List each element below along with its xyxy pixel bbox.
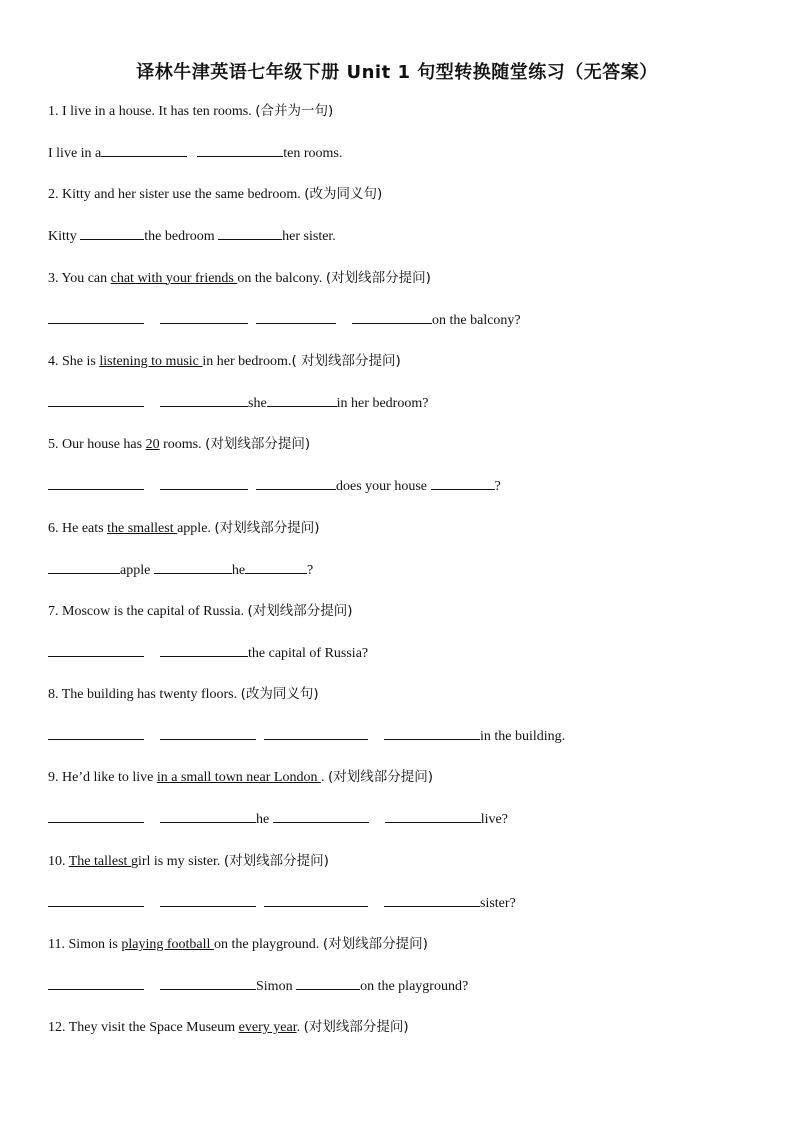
answer-line-10 xyxy=(48,890,516,916)
question-text: 9. He’d like to live xyxy=(48,770,157,786)
question-text: 10. xyxy=(48,853,69,869)
answer-blank[interactable] xyxy=(273,806,369,823)
answer-text: I live in a xyxy=(48,146,102,161)
answer-text: she xyxy=(248,395,267,411)
question-underlined-text: 20 xyxy=(145,437,160,453)
answer-blank[interactable] xyxy=(154,557,232,574)
question-instruction: (对划线部分提问) xyxy=(205,436,311,453)
answer-text: he xyxy=(256,812,273,828)
question-2 xyxy=(48,181,382,207)
answer-blank[interactable] xyxy=(160,973,256,990)
question-3 xyxy=(48,265,431,291)
question-4 xyxy=(48,348,401,374)
question-text: 2. Kitty and her sister use the same bedroom. xyxy=(48,187,305,203)
question-text: 5. Our house has xyxy=(48,437,146,453)
answer-blank[interactable] xyxy=(384,890,480,907)
question-instruction: (对划线部分提问) xyxy=(223,852,329,869)
question-text: 4. She is xyxy=(48,353,100,369)
answer-blank[interactable] xyxy=(160,473,248,490)
answer-blank[interactable] xyxy=(218,223,282,240)
answer-line-5 xyxy=(48,473,501,499)
question-text: 12. They visit the Space Museum xyxy=(48,1020,239,1036)
question-text: 1. I live in a house. It has ten rooms. xyxy=(48,104,256,119)
answer-text: in her bedroom? xyxy=(336,395,429,411)
answer-blank[interactable] xyxy=(48,723,144,740)
question-text: 11. Simon is xyxy=(48,937,122,952)
answer-blank[interactable] xyxy=(256,473,336,490)
question-10 xyxy=(48,848,329,874)
answer-blank[interactable] xyxy=(296,973,360,990)
question-1 xyxy=(48,98,333,124)
page-title: 译林牛津英语七年级下册 Unit 1 句型转换随堂练习（无答案） xyxy=(136,62,658,83)
answer-blank[interactable] xyxy=(160,307,248,324)
question-underlined-text: chat with your friends xyxy=(110,270,238,286)
question-text: 8. The building has twenty floors. xyxy=(48,687,241,703)
answer-line-11 xyxy=(48,973,468,999)
question-underlined-text: every year xyxy=(238,1020,297,1036)
answer-blank[interactable] xyxy=(256,307,336,324)
answer-text: does your house xyxy=(336,479,431,495)
question-instruction: (对划线部分提问) xyxy=(303,1019,409,1036)
answer-blank[interactable] xyxy=(48,390,144,407)
question-12 xyxy=(48,1014,409,1040)
question-instruction: (改为同义句) xyxy=(304,186,383,203)
answer-blank[interactable] xyxy=(48,307,144,324)
question-instruction: (对划线部分提问) xyxy=(325,269,431,286)
answer-blank[interactable] xyxy=(80,223,144,240)
answer-blank[interactable] xyxy=(48,640,144,657)
answer-blank[interactable] xyxy=(385,806,481,823)
answer-blank[interactable] xyxy=(264,890,368,907)
question-text: girl is my sister. xyxy=(130,853,224,869)
question-underlined-text: The tallest xyxy=(68,853,131,869)
question-instruction: (对划线部分提问) xyxy=(327,769,433,786)
question-instruction: (改为同义句) xyxy=(240,686,319,703)
answer-blank[interactable] xyxy=(160,890,256,907)
answer-text: apple xyxy=(120,562,154,578)
answer-blank[interactable] xyxy=(48,890,144,907)
question-text: 7. Moscow is the capital of Russia. xyxy=(48,603,248,619)
question-11 xyxy=(48,931,428,957)
answer-blank[interactable] xyxy=(48,973,144,990)
answer-blank[interactable] xyxy=(267,390,337,407)
answer-blank[interactable] xyxy=(245,557,307,574)
answer-line-3 xyxy=(48,307,521,333)
answer-blank[interactable] xyxy=(48,557,120,574)
answer-text: sister? xyxy=(480,895,516,911)
question-instruction: ( 对划线部分提问) xyxy=(291,352,401,369)
question-text: . xyxy=(320,770,328,786)
answer-text: her sister. xyxy=(282,229,336,245)
answer-blank[interactable] xyxy=(384,723,480,740)
question-text: 3. You can xyxy=(48,270,111,286)
answer-blank[interactable] xyxy=(160,390,248,407)
answer-text: the bedroom xyxy=(144,229,219,245)
question-7 xyxy=(48,598,353,624)
answer-text: on the playground? xyxy=(360,979,469,994)
answer-line-8 xyxy=(48,723,565,749)
answer-text: ? xyxy=(494,479,501,495)
question-text: apple. xyxy=(177,520,215,536)
answer-text: ? xyxy=(307,562,314,578)
question-6 xyxy=(48,515,319,541)
answer-line-1 xyxy=(48,140,342,166)
answer-text: in the building. xyxy=(480,729,566,745)
question-text: on the playground. xyxy=(213,937,323,952)
question-instruction: (对划线部分提问) xyxy=(214,519,320,536)
question-5 xyxy=(48,431,310,457)
question-instruction: (对划线部分提问) xyxy=(247,602,353,619)
answer-blank[interactable] xyxy=(352,307,432,324)
answer-text: he xyxy=(231,562,246,578)
answer-text: Kitty xyxy=(48,229,81,245)
question-text: 6. He eats xyxy=(48,520,108,536)
answer-line-7 xyxy=(48,640,368,666)
answer-blank[interactable] xyxy=(48,473,144,490)
answer-blank[interactable] xyxy=(48,806,144,823)
answer-blank[interactable] xyxy=(431,473,495,490)
answer-blank[interactable] xyxy=(160,723,256,740)
question-underlined-text: the smallest xyxy=(107,520,178,536)
question-instruction: (对划线部分提问) xyxy=(322,936,428,952)
question-text: rooms. xyxy=(159,437,206,453)
answer-line-6 xyxy=(48,557,313,583)
answer-text: on the balcony? xyxy=(432,312,521,328)
question-9 xyxy=(48,764,433,790)
answer-line-9 xyxy=(48,806,508,832)
answer-blank[interactable] xyxy=(264,723,368,740)
question-underlined-text: in a small town near London xyxy=(156,770,321,786)
answer-blank[interactable] xyxy=(160,806,256,823)
answer-blank[interactable] xyxy=(160,640,248,657)
question-text: in her bedroom. xyxy=(202,353,292,369)
question-underlined-text: playing football xyxy=(121,937,214,952)
answer-line-4 xyxy=(48,390,428,416)
answer-line-2 xyxy=(48,223,336,249)
question-instruction: (合并为一句) xyxy=(255,103,334,119)
answer-text: Simon xyxy=(256,979,297,994)
answer-text: ten rooms. xyxy=(283,146,343,161)
answer-text: the capital of Russia? xyxy=(248,645,369,661)
question-text: . xyxy=(296,1020,304,1036)
answer-blank[interactable] xyxy=(197,140,283,157)
question-text: on the balcony. xyxy=(237,270,326,286)
answer-blank[interactable] xyxy=(101,140,187,157)
question-8 xyxy=(48,681,319,707)
answer-text: live? xyxy=(480,812,508,828)
question-underlined-text: listening to music xyxy=(99,353,203,369)
